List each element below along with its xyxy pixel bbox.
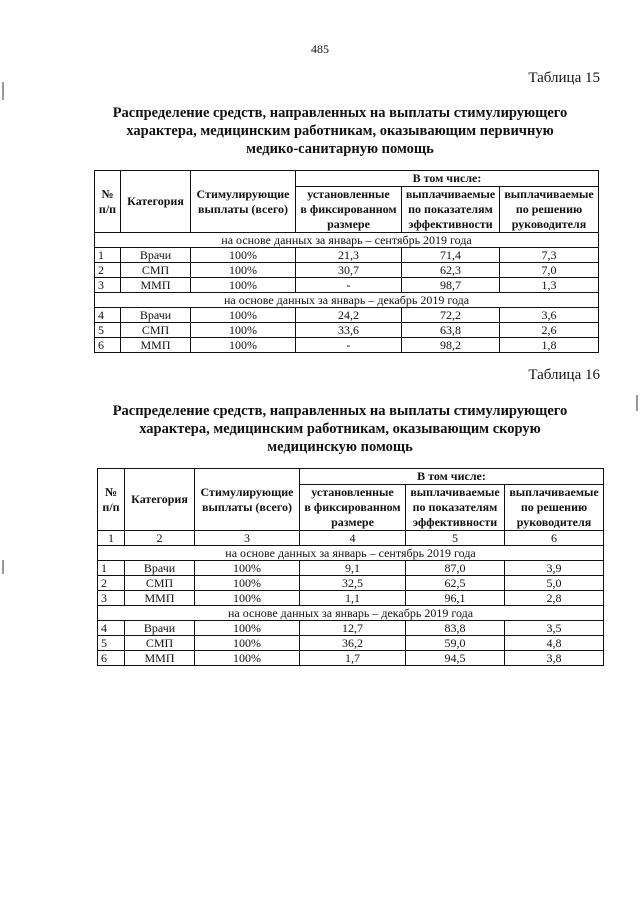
table-row: [98, 561, 604, 576]
row-num: 3: [95, 278, 121, 293]
section-row: [98, 546, 604, 561]
row-fixed: -: [296, 278, 402, 293]
row-category: СМП: [125, 636, 195, 651]
row-category: ММП: [125, 591, 195, 606]
table-row: [98, 576, 604, 591]
table-16: [97, 468, 604, 666]
header-including: В том числе:: [296, 171, 599, 187]
row-fixed: 32,5: [300, 576, 406, 591]
row-indicators: 71,4: [402, 248, 500, 263]
scan-edge-mark: [2, 82, 4, 100]
table-row: [98, 621, 604, 636]
row-num: 2: [95, 263, 121, 278]
row-indicators: 98,2: [402, 338, 500, 353]
row-category: СМП: [121, 263, 191, 278]
row-fixed: 21,3: [296, 248, 402, 263]
table-row: [95, 338, 599, 353]
row-total: 100%: [195, 651, 300, 666]
column-number: 5: [406, 531, 505, 546]
row-total: 100%: [191, 308, 296, 323]
header-manager: выплачиваемые по решению руководителя: [505, 485, 604, 531]
title-line: медико-санитарную помощь: [246, 141, 434, 157]
row-manager: 7,3: [500, 248, 599, 263]
title-line: Распределение средств, направленных на выплаты стимулирующего: [112, 403, 568, 419]
table-16-caption: Таблица 16: [528, 367, 600, 383]
section-label: на основе данных за январь – декабрь 2019 года: [98, 606, 604, 621]
column-number: 4: [300, 531, 406, 546]
table-row: [95, 323, 599, 338]
row-manager: 3,9: [505, 561, 604, 576]
row-num: 2: [98, 576, 125, 591]
row-num: 5: [95, 323, 121, 338]
header-category: Категория: [125, 469, 195, 531]
row-num: 1: [95, 248, 121, 263]
scan-edge-mark: [636, 395, 638, 411]
table-16-title: [80, 402, 600, 456]
row-num: 1: [98, 561, 125, 576]
header-stimulating: Стимулирующие выплаты (всего): [195, 469, 300, 531]
section-row: [98, 606, 604, 621]
row-indicators: 96,1: [406, 591, 505, 606]
header-indicators: выплачиваемые по показателям эффективности: [402, 187, 500, 233]
row-indicators: 72,2: [402, 308, 500, 323]
column-number: 1: [98, 531, 125, 546]
title-line: Распределение средств, направленных на выплаты стимулирующего: [112, 105, 568, 121]
row-manager: 3,5: [505, 621, 604, 636]
title-line: характера, медицинским работникам, оказывающим скорую: [139, 421, 541, 437]
row-num: 4: [95, 308, 121, 323]
section-label: на основе данных за январь – декабрь 2019 года: [95, 293, 599, 308]
row-total: 100%: [195, 621, 300, 636]
table-row: [95, 308, 599, 323]
row-indicators: 83,8: [406, 621, 505, 636]
row-indicators: 59,0: [406, 636, 505, 651]
header-num: № п/п: [95, 171, 121, 233]
row-fixed: 33,6: [296, 323, 402, 338]
row-fixed: -: [296, 338, 402, 353]
row-category: Врачи: [121, 248, 191, 263]
header-indicators: выплачиваемые по показателям эффективности: [406, 485, 505, 531]
row-num: 5: [98, 636, 125, 651]
row-indicators: 62,3: [402, 263, 500, 278]
row-total: 100%: [191, 338, 296, 353]
table-row: [95, 248, 599, 263]
header-fixed: установленные в фиксированном размере: [300, 485, 406, 531]
row-manager: 1,8: [500, 338, 599, 353]
table-row: [98, 591, 604, 606]
row-fixed: 1,1: [300, 591, 406, 606]
row-manager: 3,8: [505, 651, 604, 666]
header-fixed: установленные в фиксированном размере: [296, 187, 402, 233]
row-fixed: 36,2: [300, 636, 406, 651]
column-number-row: [98, 531, 604, 546]
column-number: 3: [195, 531, 300, 546]
header-manager: выплачиваемые по решению руководителя: [500, 187, 599, 233]
row-fixed: 1,7: [300, 651, 406, 666]
row-total: 100%: [191, 263, 296, 278]
row-indicators: 62,5: [406, 576, 505, 591]
row-manager: 1,3: [500, 278, 599, 293]
row-num: 6: [95, 338, 121, 353]
row-fixed: 9,1: [300, 561, 406, 576]
title-line: характера, медицинским работникам, оказывающим первичную: [126, 123, 554, 139]
row-category: Врачи: [121, 308, 191, 323]
row-fixed: 12,7: [300, 621, 406, 636]
row-total: 100%: [195, 591, 300, 606]
row-total: 100%: [191, 278, 296, 293]
header-including: В том числе:: [300, 469, 604, 485]
scan-edge-mark: [2, 560, 4, 574]
title-line: медицинскую помощь: [267, 439, 413, 455]
table-row: [95, 278, 599, 293]
row-indicators: 63,8: [402, 323, 500, 338]
row-category: СМП: [121, 323, 191, 338]
row-indicators: 94,5: [406, 651, 505, 666]
row-category: Врачи: [125, 621, 195, 636]
row-num: 3: [98, 591, 125, 606]
row-category: ММП: [121, 278, 191, 293]
row-total: 100%: [195, 576, 300, 591]
row-num: 4: [98, 621, 125, 636]
table-row: [98, 636, 604, 651]
table-15-title: [80, 104, 600, 158]
row-num: 6: [98, 651, 125, 666]
section-row: [95, 293, 599, 308]
header-stimulating: Стимулирующие выплаты (всего): [191, 171, 296, 233]
table-15-caption: Таблица 15: [528, 70, 600, 86]
column-number: 6: [505, 531, 604, 546]
row-total: 100%: [195, 636, 300, 651]
row-manager: 3,6: [500, 308, 599, 323]
header-category: Категория: [121, 171, 191, 233]
row-category: ММП: [121, 338, 191, 353]
table-15: [94, 170, 599, 353]
column-number: 2: [125, 531, 195, 546]
row-manager: 4,8: [505, 636, 604, 651]
section-label: на основе данных за январь – сентябрь 2019 года: [98, 546, 604, 561]
row-indicators: 98,7: [402, 278, 500, 293]
row-fixed: 24,2: [296, 308, 402, 323]
table-15-body: [95, 233, 599, 353]
row-total: 100%: [195, 561, 300, 576]
section-row: [95, 233, 599, 248]
page-number: 485: [311, 42, 329, 56]
row-indicators: 87,0: [406, 561, 505, 576]
table-row: [98, 651, 604, 666]
row-manager: 2,6: [500, 323, 599, 338]
row-total: 100%: [191, 323, 296, 338]
row-category: ММП: [125, 651, 195, 666]
row-manager: 5,0: [505, 576, 604, 591]
row-total: 100%: [191, 248, 296, 263]
row-category: СМП: [125, 576, 195, 591]
row-manager: 7,0: [500, 263, 599, 278]
section-label: на основе данных за январь – сентябрь 2019 года: [95, 233, 599, 248]
header-num: № п/п: [98, 469, 125, 531]
table-16-body: [98, 546, 604, 666]
row-fixed: 30,7: [296, 263, 402, 278]
row-manager: 2,8: [505, 591, 604, 606]
row-category: Врачи: [125, 561, 195, 576]
table-row: [95, 263, 599, 278]
